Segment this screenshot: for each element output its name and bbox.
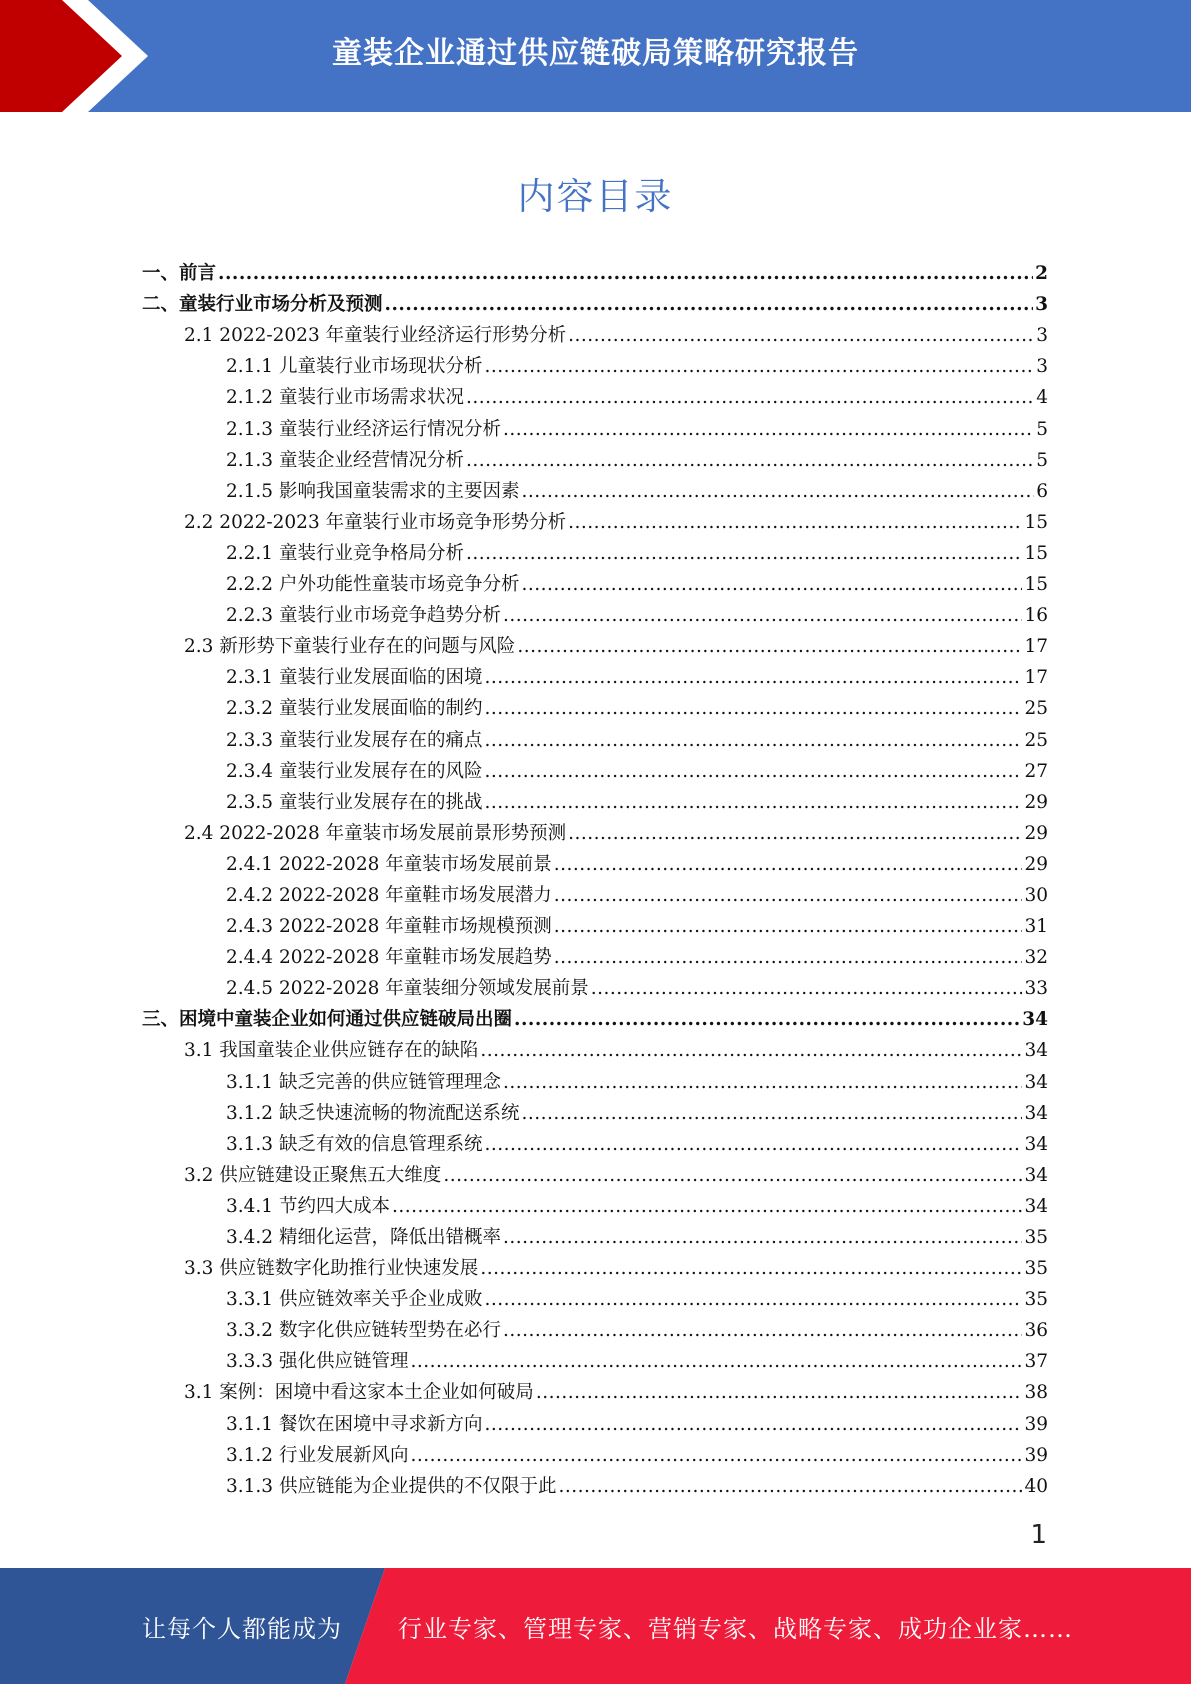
- toc-entry[interactable]: [142, 1249, 1048, 1280]
- toc-entry-page: 32: [1024, 947, 1048, 969]
- toc-entry-page: 34: [1022, 1009, 1048, 1031]
- toc-entry-title: 2.4.1 2022-2028 年童装市场发展前景: [226, 853, 552, 875]
- toc-entry[interactable]: [142, 378, 1048, 409]
- toc-entry-title: 2.3.1 童装行业发展面临的困境: [226, 667, 483, 689]
- toc-entry[interactable]: [142, 1062, 1048, 1093]
- toc-entry[interactable]: [142, 689, 1048, 720]
- toc-entry-title: 3.1.2 缺乏快速流畅的物流配送系统: [226, 1102, 520, 1124]
- toc-dot-leader: [484, 698, 1022, 720]
- toc-dot-leader: [558, 1476, 1022, 1498]
- toc-dot-leader: [480, 1040, 1022, 1062]
- toc-entry-title: 3.1.1 缺乏完善的供应链管理理念: [226, 1071, 501, 1093]
- toc-dot-leader: [466, 543, 1022, 565]
- toc-entry-page: 37: [1024, 1351, 1048, 1373]
- toc-entry[interactable]: [142, 441, 1048, 472]
- toc-entry-page: 15: [1024, 511, 1048, 533]
- toc-entry-title: 2.1.2 童装行业市场需求状况: [226, 387, 464, 409]
- toc-dot-leader: [503, 1072, 1022, 1094]
- toc-dot-leader: [484, 730, 1022, 752]
- toc-entry-title: 2.1.3 童装企业经营情况分析: [226, 449, 464, 471]
- toc-dot-leader: [591, 978, 1023, 1000]
- toc-entry[interactable]: [142, 1094, 1048, 1125]
- toc-entry[interactable]: [142, 1404, 1048, 1435]
- toc-entry-page: 5: [1036, 449, 1048, 471]
- toc-entry-page: 35: [1024, 1258, 1048, 1280]
- toc-entry-page: 34: [1024, 1133, 1048, 1155]
- toc-entry-title: 2.3.5 童装行业发展存在的挑战: [226, 791, 483, 813]
- toc-entry-page: 27: [1024, 760, 1048, 782]
- toc-entry-page: 16: [1024, 605, 1048, 627]
- toc-dot-leader: [568, 325, 1034, 347]
- toc-entry-title: 2.3.4 童装行业发展存在的风险: [226, 760, 483, 782]
- toc-entry[interactable]: [142, 783, 1048, 814]
- toc-dot-leader: [521, 1103, 1022, 1125]
- toc-dot-leader: [480, 1258, 1022, 1280]
- toc-entry-title: 二、童装行业市场分析及预测: [142, 294, 383, 316]
- toc-entry[interactable]: [142, 1218, 1048, 1249]
- toc-entry[interactable]: [142, 1467, 1048, 1498]
- toc-entry[interactable]: [142, 347, 1048, 378]
- toc-entry-title: 2.1.5 影响我国童装需求的主要因素: [226, 480, 520, 502]
- toc-entry[interactable]: [142, 1280, 1048, 1311]
- toc-entry-title: 2.1.1 儿童装行业市场现状分析: [226, 356, 483, 378]
- toc-entry[interactable]: [142, 814, 1048, 845]
- toc-entry-title: 2.4 2022-2028 年童装市场发展前景形势预测: [184, 822, 567, 844]
- toc-dot-leader: [392, 1196, 1022, 1218]
- toc-entry-title: 3.1.3 供应链能为企业提供的不仅限于此: [226, 1475, 557, 1497]
- toc-entry-page: 39: [1024, 1444, 1048, 1466]
- toc-entry-title: 3.4.2 精细化运营，降低出错概率: [226, 1227, 501, 1248]
- toc-entry-title: 3.1 案例：困境中看这家本土企业如何破局: [184, 1382, 534, 1404]
- toc-entry-title: 2.2.1 童装行业竞争格局分析: [226, 542, 464, 564]
- toc-entry[interactable]: [142, 845, 1048, 876]
- toc-entry[interactable]: [142, 1373, 1048, 1404]
- toc-entry-page: 34: [1024, 1195, 1048, 1217]
- toc-entry[interactable]: [142, 969, 1048, 1000]
- toc-entry-page: 2: [1035, 263, 1048, 285]
- toc-entry[interactable]: [142, 534, 1048, 565]
- toc-dot-leader: [503, 605, 1022, 627]
- toc-entry-title: 三、困境中童装企业如何通过供应链破局出圈: [142, 1009, 513, 1031]
- toc-entry-title: 3.3.3 强化供应链管理: [226, 1351, 409, 1373]
- toc-dot-leader: [554, 947, 1023, 969]
- toc-entry-title: 2.2 2022-2023 年童装行业市场竞争形势分析: [184, 511, 567, 533]
- toc-entry[interactable]: [142, 658, 1048, 689]
- toc-dot-leader: [503, 419, 1034, 441]
- toc-entry[interactable]: [142, 876, 1048, 907]
- toc-entry-page: 6: [1036, 480, 1048, 502]
- toc-entry-title: 3.3 供应链数字化助推行业快速发展: [184, 1258, 479, 1280]
- toc-dot-leader: [554, 885, 1023, 907]
- toc-entry-page: 3: [1036, 325, 1048, 347]
- toc-entry[interactable]: [142, 409, 1048, 440]
- toc-entry-title: 2.3.3 童装行业发展存在的痛点: [226, 729, 483, 751]
- report-header: [0, 0, 1191, 112]
- toc-entry-page: 17: [1024, 636, 1048, 658]
- toc-dot-leader: [521, 574, 1022, 596]
- toc-dot-leader: [484, 792, 1022, 814]
- toc-entry[interactable]: [142, 938, 1048, 969]
- toc-dot-leader: [410, 1351, 1022, 1373]
- toc-entry[interactable]: [142, 596, 1048, 627]
- footer-slogan-right: 行业专家、管理专家、营销专家、战略专家、成功企业家……: [398, 1614, 1073, 1643]
- toc-entry-title: 2.1.3 童装行业经济运行情况分析: [226, 418, 501, 440]
- toc-dot-leader: [385, 294, 1034, 316]
- toc-entry-title: 2.4.2 2022-2028 年童鞋市场发展潜力: [226, 884, 552, 906]
- toc-entry-page: 29: [1024, 791, 1048, 813]
- toc-dot-leader: [484, 1134, 1022, 1156]
- toc-entry-page: 29: [1024, 822, 1048, 844]
- toc-entry-title: 3.1.1 餐饮在困境中寻求新方向: [226, 1413, 483, 1435]
- toc-entry-page: 38: [1024, 1382, 1048, 1404]
- toc-entry-title: 2.3.2 童装行业发展面临的制约: [226, 698, 483, 720]
- toc-entry[interactable]: [142, 752, 1048, 783]
- footer-slogan-left: 让每个人都能成为: [142, 1614, 342, 1643]
- toc-entry-page: 39: [1024, 1413, 1048, 1435]
- toc-entry[interactable]: [142, 720, 1048, 751]
- toc-entry[interactable]: [142, 1436, 1048, 1467]
- toc-entry-page: 15: [1024, 574, 1048, 596]
- toc-entry-title: 3.3.1 供应链效率关乎企业成败: [226, 1289, 483, 1311]
- toc-entry[interactable]: [142, 285, 1048, 316]
- toc-entry[interactable]: [142, 503, 1048, 534]
- toc-dot-leader: [503, 1227, 1022, 1249]
- toc-entry[interactable]: [142, 627, 1048, 658]
- toc-entry[interactable]: [142, 1000, 1048, 1031]
- toc-entry-page: 25: [1024, 698, 1048, 720]
- toc-entry-title: 2.2.3 童装行业市场竞争趋势分析: [226, 605, 501, 627]
- toc-entry-page: 29: [1024, 853, 1048, 875]
- toc-heading: 内容目录: [517, 175, 674, 218]
- toc-entry-title: 3.1.3 缺乏有效的信息管理系统: [226, 1133, 483, 1155]
- toc-dot-leader: [517, 636, 1022, 658]
- toc-entry-title: 2.4.4 2022-2028 年童鞋市场发展趋势: [226, 947, 552, 969]
- report-footer: [0, 1568, 1191, 1684]
- toc-dot-leader: [466, 450, 1034, 472]
- toc-dot-leader: [484, 356, 1034, 378]
- toc-entry-page: 25: [1024, 729, 1048, 751]
- table-of-contents: [142, 254, 1048, 1498]
- toc-entry-page: 34: [1024, 1164, 1048, 1186]
- toc-entry[interactable]: [142, 254, 1048, 285]
- toc-entry[interactable]: [142, 1187, 1048, 1218]
- toc-entry-page: 3: [1035, 294, 1048, 316]
- toc-entry[interactable]: [142, 1156, 1048, 1187]
- toc-entry-title: 2.3 新形势下童装行业存在的问题与风险: [184, 636, 516, 658]
- toc-entry-page: 5: [1036, 418, 1048, 440]
- toc-dot-leader: [521, 481, 1034, 503]
- toc-entry-page: 3: [1036, 356, 1048, 378]
- toc-entry-page: 15: [1024, 542, 1048, 564]
- toc-dot-leader: [568, 823, 1022, 845]
- toc-dot-leader: [554, 916, 1023, 938]
- toc-dot-leader: [484, 1289, 1022, 1311]
- toc-dot-leader: [484, 761, 1022, 783]
- toc-entry[interactable]: [142, 565, 1048, 596]
- page-number: 1: [1030, 1520, 1047, 1550]
- toc-entry-page: 31: [1024, 916, 1048, 938]
- toc-entry-page: 33: [1024, 978, 1048, 1000]
- report-title: 童装企业通过供应链破局策略研究报告: [332, 36, 859, 71]
- toc-dot-leader: [484, 1414, 1022, 1436]
- toc-entry-title: 3.3.2 数字化供应链转型势在必行: [226, 1320, 501, 1342]
- toc-dot-leader: [568, 512, 1022, 534]
- toc-entry-page: 35: [1024, 1289, 1048, 1311]
- toc-entry[interactable]: [142, 907, 1048, 938]
- toc-dot-leader: [218, 263, 1033, 285]
- toc-entry-page: 34: [1024, 1040, 1048, 1062]
- toc-dot-leader: [554, 854, 1023, 876]
- toc-dot-leader: [503, 1320, 1022, 1342]
- toc-entry-page: 35: [1024, 1227, 1048, 1248]
- toc-entry-page: 34: [1024, 1071, 1048, 1093]
- toc-dot-leader: [536, 1382, 1023, 1404]
- toc-entry-title: 一、前言: [142, 263, 217, 285]
- toc-entry-title: 3.1 我国童装企业供应链存在的缺陷: [184, 1040, 479, 1062]
- toc-entry-page: 17: [1024, 667, 1048, 689]
- toc-entry-title: 3.4.1 节约四大成本: [226, 1195, 390, 1217]
- toc-entry-page: 4: [1036, 387, 1048, 409]
- toc-entry-title: 2.1 2022-2023 年童装行业经济运行形势分析: [184, 325, 567, 347]
- toc-dot-leader: [410, 1445, 1022, 1467]
- toc-dot-leader: [514, 1009, 1020, 1031]
- toc-entry-title: 2.4.3 2022-2028 年童鞋市场规模预测: [226, 916, 552, 938]
- toc-entry-page: 36: [1024, 1320, 1048, 1342]
- toc-entry[interactable]: [142, 1311, 1048, 1342]
- toc-entry-title: 3.2 供应链建设正聚焦五大维度: [184, 1164, 442, 1186]
- toc-entry-page: 40: [1024, 1475, 1048, 1497]
- toc-entry[interactable]: [142, 316, 1048, 347]
- toc-entry-title: 2.2.2 户外功能性童装市场竞争分析: [226, 574, 520, 596]
- toc-entry[interactable]: [142, 1342, 1048, 1373]
- toc-dot-leader: [466, 387, 1034, 409]
- toc-entry-title: 3.1.2 行业发展新风向: [226, 1444, 409, 1466]
- toc-entry[interactable]: [142, 472, 1048, 503]
- toc-dot-leader: [443, 1165, 1022, 1187]
- toc-entry[interactable]: [142, 1031, 1048, 1062]
- toc-entry[interactable]: [142, 1125, 1048, 1156]
- toc-dot-leader: [484, 667, 1022, 689]
- toc-entry-page: 34: [1024, 1102, 1048, 1124]
- toc-entry-page: 30: [1024, 884, 1048, 906]
- toc-entry-title: 2.4.5 2022-2028 年童装细分领域发展前景: [226, 978, 589, 1000]
